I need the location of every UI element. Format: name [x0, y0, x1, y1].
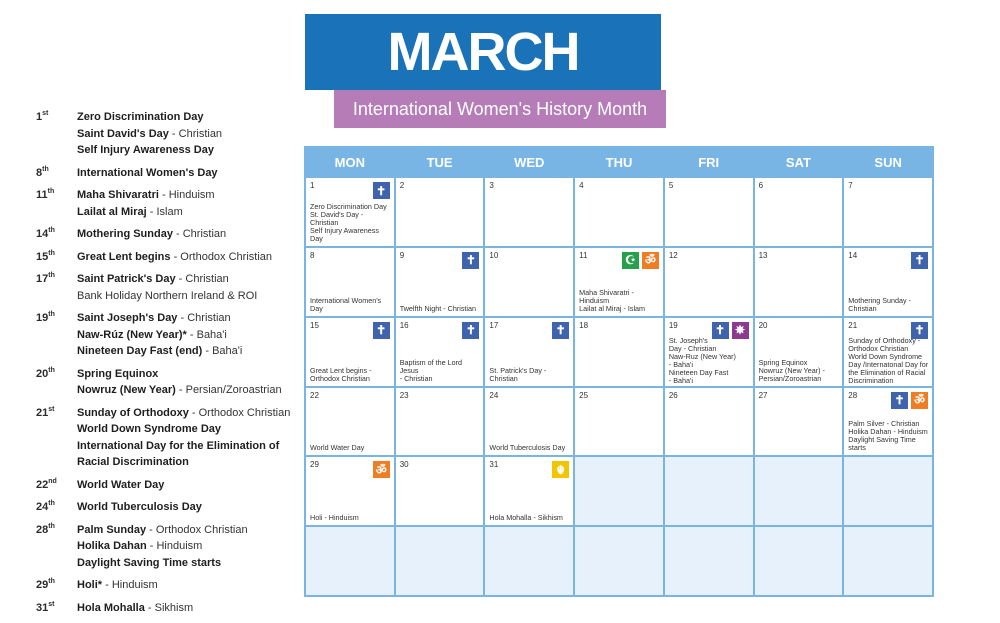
event-date-number: 29 [36, 579, 49, 591]
event-name: Nowruz (New Year) [77, 384, 176, 396]
religion-icons [552, 322, 569, 339]
event-line [77, 555, 298, 572]
day-number: 21 [848, 320, 858, 330]
day-number: 20 [758, 320, 768, 330]
event-tradition: - Orthodox Christian [188, 406, 291, 419]
event-name: Zero Discrimination Day [77, 111, 204, 123]
day-number: 13 [758, 250, 768, 260]
christian-cross-icon: ✝ [462, 252, 479, 269]
event-date-number: 21 [36, 406, 49, 419]
event-name: Daylight Saving Time starts [77, 556, 222, 569]
event-line [77, 126, 298, 143]
day-events-text: World Water Day [310, 443, 365, 453]
day-number: 2 [399, 181, 405, 190]
event-line [77, 499, 298, 516]
day-events-text: Zero Discrimination Day St. David's Day - Christian Self Injury Awareness Day [310, 201, 387, 243]
event-date-number: 31 [36, 601, 49, 614]
event-tradition: - Islam [146, 205, 183, 218]
day-events-text: Sunday of Orthodoxy - Orthodox Christian World Down Syndrome Day /Internatonal Day for the Elimination of Racial Discrimination [848, 335, 929, 385]
religion-icons [373, 182, 390, 199]
event-line [77, 366, 298, 383]
event-line [77, 577, 298, 594]
calendar-day-cell [755, 248, 843, 316]
christian-cross-icon: ✝ [373, 182, 390, 199]
religion-icons [911, 252, 928, 269]
event-date-suffix: th [48, 522, 55, 530]
day-number: 18 [579, 320, 589, 330]
weekday-header: SUN [844, 148, 932, 176]
day-events-text: Twelfth Night - Christian [399, 303, 476, 313]
calendar-day-cell [575, 178, 663, 246]
day-events-text: Mothering Sunday - Christian [848, 295, 912, 313]
event-entry [36, 577, 298, 594]
event-line [77, 454, 298, 471]
day-number: 4 [579, 181, 584, 190]
event-date-suffix: st [42, 110, 49, 117]
calendar-day-cell [306, 388, 394, 456]
event-date-suffix: th [48, 249, 55, 257]
calendar-day-cell [844, 388, 932, 456]
christian-cross-icon: ✝ [911, 252, 928, 269]
month-subtitle-banner [334, 90, 666, 128]
event-date-suffix: th [48, 500, 55, 507]
event-date [36, 366, 77, 399]
calendar-day-cell [306, 457, 394, 525]
event-name: Mothering Sunday [77, 228, 173, 240]
calendar-grid [304, 146, 934, 597]
event-list [36, 109, 298, 622]
event-date-suffix: st [48, 600, 55, 608]
day-events-text: International Women's Day [310, 295, 382, 313]
event-tradition: - Christian [175, 273, 229, 285]
christian-cross-icon: ✝ [462, 322, 479, 339]
event-line [77, 421, 298, 438]
event-date-suffix: th [48, 366, 55, 374]
event-name: Racial Discrimination [77, 456, 189, 468]
day-number: 28 [848, 390, 858, 400]
calendar-day-cell [396, 388, 484, 456]
empty-calendar-cell [485, 527, 573, 595]
calendar-day-cell [844, 178, 932, 246]
event-date-number: 11 [36, 189, 48, 201]
event-lines [77, 165, 298, 182]
event-name: Self Injury Awareness Day [77, 144, 214, 156]
day-number: 29 [310, 460, 319, 470]
event-date [36, 577, 77, 594]
event-date-number: 22 [36, 478, 49, 491]
religion-icons [552, 461, 569, 478]
day-number: 30 [399, 460, 409, 470]
day-number: 14 [848, 250, 858, 260]
calendar-day-cell [844, 248, 932, 316]
empty-calendar-cell [755, 527, 843, 595]
day-number: 31 [489, 460, 499, 470]
event-line [77, 226, 298, 243]
calendar-day-cell [755, 388, 843, 456]
event-date [36, 405, 77, 471]
event-lines [77, 577, 298, 594]
weekday-header: TUE [396, 148, 484, 176]
day-events-text: Baptism of the Lord Jesus - Christian [399, 357, 463, 383]
islam-crescent-icon: ☪ [622, 252, 639, 269]
event-tradition: Bank Holiday Northern Ireland & ROI [77, 289, 258, 302]
calendar-day-cell [665, 248, 753, 316]
calendar-day-cell [755, 178, 843, 246]
weekday-header: MON [306, 148, 394, 176]
event-name: Holi* [77, 579, 103, 591]
calendar-day-cell [485, 178, 573, 246]
empty-calendar-cell [575, 527, 663, 595]
day-number: 25 [579, 390, 589, 400]
calendar-day-cell [575, 318, 663, 386]
weekday-header: THU [575, 148, 663, 176]
event-date [36, 249, 77, 266]
event-entry [36, 226, 298, 243]
day-events-text: Maha Shivaratri - Hinduism Lailat al Miraj - Islam [579, 287, 646, 313]
event-lines [77, 271, 298, 304]
event-name: World Down Syndrome Day [77, 423, 222, 435]
event-date-number: 20 [36, 367, 49, 380]
event-tradition: - Hinduism [102, 579, 158, 591]
event-entry [36, 310, 298, 360]
event-entry [36, 165, 298, 182]
religion-icons [462, 252, 479, 269]
day-number: 15 [310, 320, 319, 330]
event-entry [36, 405, 298, 471]
event-date [36, 165, 77, 182]
event-name: Naw-Rúz (New Year)* [77, 328, 187, 341]
event-date-suffix: th [48, 227, 55, 234]
religion-icons [462, 322, 479, 339]
christian-cross-icon: ✝ [373, 322, 390, 339]
event-line [77, 522, 298, 539]
christian-cross-icon: ✝ [712, 322, 729, 339]
day-number: 23 [399, 390, 409, 400]
event-lines [77, 600, 298, 617]
event-entry [36, 366, 298, 399]
month-title: MARCH [387, 22, 579, 82]
event-date-number: 8 [36, 166, 43, 179]
christian-cross-icon: ✝ [911, 322, 928, 339]
day-number: 24 [489, 390, 499, 400]
day-events-text: Holi - Hinduism [310, 513, 359, 523]
calendar-day-cell [396, 248, 484, 316]
month-title-banner [305, 14, 661, 90]
event-name: Hola Mohalla [77, 601, 145, 614]
event-tradition: - Baha'i [202, 345, 243, 357]
event-date-suffix: th [42, 165, 49, 173]
day-events-text: St. Patrick's Day - Christian [489, 365, 547, 383]
day-number: 8 [310, 250, 315, 260]
day-number: 11 [579, 250, 588, 260]
day-events-text: St. Joseph's Day - Christian Naw-Ruz (New Year) - Baha'i Nineteen Day Fast - Baha'i [668, 335, 736, 385]
event-lines [77, 109, 298, 159]
event-entry [36, 522, 298, 572]
event-entry [36, 271, 298, 304]
sikhism-khanda-icon: ☬ [552, 461, 569, 478]
event-name: Saint David's Day [77, 127, 169, 140]
event-date [36, 522, 77, 572]
empty-calendar-cell [755, 457, 843, 525]
religion-icons [373, 322, 390, 339]
event-date [36, 109, 77, 159]
event-name: World Water Day [77, 478, 165, 491]
event-entry [36, 249, 298, 266]
event-lines [77, 249, 298, 266]
event-name: Sunday of Orthodoxy [77, 406, 189, 419]
event-lines [77, 499, 298, 516]
weekday-header: SAT [755, 148, 843, 176]
day-number: 19 [668, 320, 678, 330]
event-line [77, 271, 298, 288]
event-date [36, 477, 77, 494]
event-name: Nineteen Day Fast (end) [77, 345, 203, 357]
event-line [77, 382, 298, 399]
day-number: 22 [310, 390, 319, 400]
empty-calendar-cell [306, 527, 394, 595]
calendar-day-cell [665, 318, 753, 386]
event-tradition: - Hinduism [158, 189, 215, 201]
event-name: Lailat al Miraj [77, 205, 147, 218]
event-name: International Women's Day [77, 166, 218, 179]
event-name: International Day for the Elimination of [77, 439, 280, 452]
event-date-number: 15 [36, 250, 49, 263]
hinduism-om-icon: ॐ [642, 252, 659, 269]
day-events-text: Spring Equinox Nowruz (New Year) - Persian/Zoroastrian [758, 357, 825, 383]
event-tradition: - Christian [172, 228, 227, 240]
event-name: Palm Sunday [77, 523, 147, 536]
day-number: 10 [489, 250, 499, 260]
calendar-day-cell [665, 178, 753, 246]
event-line [77, 109, 298, 126]
calendar-day-cell [844, 318, 932, 386]
event-entry [36, 477, 298, 494]
event-line [77, 405, 298, 422]
event-date-suffix: th [48, 311, 55, 318]
event-date-suffix: th [48, 578, 55, 585]
empty-calendar-cell [665, 457, 753, 525]
event-tradition: - Christian [168, 127, 223, 140]
event-date-number: 1 [36, 111, 43, 123]
hinduism-om-icon: ॐ [911, 392, 928, 409]
event-lines [77, 522, 298, 572]
event-date [36, 271, 77, 304]
event-entry [36, 600, 298, 617]
day-number: 16 [399, 320, 409, 330]
event-line [77, 343, 298, 360]
day-number: 17 [489, 320, 499, 330]
event-line [77, 187, 298, 204]
event-line [77, 204, 298, 221]
event-name: Maha Shivaratri [77, 189, 159, 201]
event-line [77, 438, 298, 455]
month-subtitle: International Women's History Month [352, 98, 648, 119]
event-lines [77, 226, 298, 243]
day-number: 26 [668, 390, 678, 400]
event-date-number: 17 [36, 273, 49, 285]
day-number: 9 [399, 250, 405, 260]
event-line [77, 142, 298, 159]
day-events-text: World Tuberculosis Day [489, 443, 566, 453]
event-lines [77, 366, 298, 399]
calendar-day-cell [396, 318, 484, 386]
event-date-number: 19 [36, 312, 49, 324]
empty-calendar-cell [396, 527, 484, 595]
event-date [36, 226, 77, 243]
day-events-text: Great Lent begins - Orthodox Christian [310, 365, 372, 383]
day-number: 27 [758, 390, 768, 400]
event-date [36, 310, 77, 360]
event-name: World Tuberculosis Day [77, 501, 202, 513]
day-events-text: Palm Silver - Christian Holika Dahan - Hinduism Daylight Saving Time starts [848, 419, 928, 453]
event-lines [77, 310, 298, 360]
event-date-number: 24 [36, 501, 49, 513]
weekday-header: FRI [665, 148, 753, 176]
event-lines [77, 405, 298, 471]
event-date-suffix: nd [48, 477, 57, 485]
event-name: Saint Patrick's Day [77, 273, 176, 285]
calendar-day-cell [485, 457, 573, 525]
event-name: Holika Dahan [77, 540, 147, 552]
event-name: Great Lent begins [77, 250, 171, 263]
calendar-day-cell [485, 318, 573, 386]
day-number: 12 [668, 250, 678, 260]
religion-icons [373, 461, 390, 478]
christian-cross-icon: ✝ [891, 392, 908, 409]
event-line [77, 310, 298, 327]
event-date-suffix: st [48, 405, 55, 413]
day-number: 1 [310, 181, 315, 190]
calendar-day-cell [485, 388, 573, 456]
event-entry [36, 499, 298, 516]
event-entry [36, 109, 298, 159]
event-line [77, 288, 298, 305]
event-name: Spring Equinox [77, 367, 159, 380]
event-tradition: - Orthodox Christian [170, 250, 273, 263]
event-line [77, 600, 298, 617]
weekday-header: WED [485, 148, 573, 176]
event-date-number: 14 [36, 228, 49, 240]
event-line [77, 249, 298, 266]
empty-calendar-cell [844, 527, 932, 595]
religion-icons [891, 392, 928, 409]
calendar-day-cell [306, 178, 394, 246]
event-date [36, 187, 77, 220]
event-date [36, 499, 77, 516]
hinduism-om-icon: ॐ [373, 461, 390, 478]
day-events-text: Hola Mohalla - Sikhism [489, 513, 563, 523]
religion-icons [622, 252, 659, 269]
christian-cross-icon: ✝ [552, 322, 569, 339]
event-entry [36, 187, 298, 220]
empty-calendar-cell [575, 457, 663, 525]
empty-calendar-cell [844, 457, 932, 525]
day-number: 3 [489, 181, 494, 190]
day-number: 7 [848, 181, 853, 190]
event-tradition: - Baha'i [186, 328, 227, 341]
calendar-day-cell [575, 248, 663, 316]
event-lines [77, 477, 298, 494]
empty-calendar-cell [665, 527, 753, 595]
event-lines [77, 187, 298, 220]
event-line [77, 477, 298, 494]
event-date-suffix: th [48, 272, 55, 279]
event-tradition: - Hinduism [146, 540, 203, 552]
calendar-day-cell [755, 318, 843, 386]
event-line [77, 538, 298, 555]
event-name: Saint Joseph's Day [77, 312, 178, 324]
event-tradition: - Persian/Zoroastrian [175, 384, 282, 396]
calendar-day-cell [575, 388, 663, 456]
event-line [77, 165, 298, 182]
event-date-number: 28 [36, 523, 49, 536]
calendar-day-cell [396, 178, 484, 246]
bahai-star-icon: ✵ [732, 322, 749, 339]
event-date-suffix: th [47, 188, 55, 195]
event-tradition: - Christian [177, 312, 231, 324]
calendar-day-cell [396, 457, 484, 525]
event-line [77, 327, 298, 344]
day-number: 5 [668, 181, 674, 190]
event-tradition: - Sikhism [144, 601, 194, 614]
event-date [36, 600, 77, 617]
calendar-day-cell [306, 248, 394, 316]
calendar-day-cell [665, 388, 753, 456]
event-tradition: - Orthodox Christian [146, 523, 248, 536]
calendar-day-cell [485, 248, 573, 316]
calendar-day-cell [306, 318, 394, 386]
day-number: 6 [758, 181, 764, 190]
